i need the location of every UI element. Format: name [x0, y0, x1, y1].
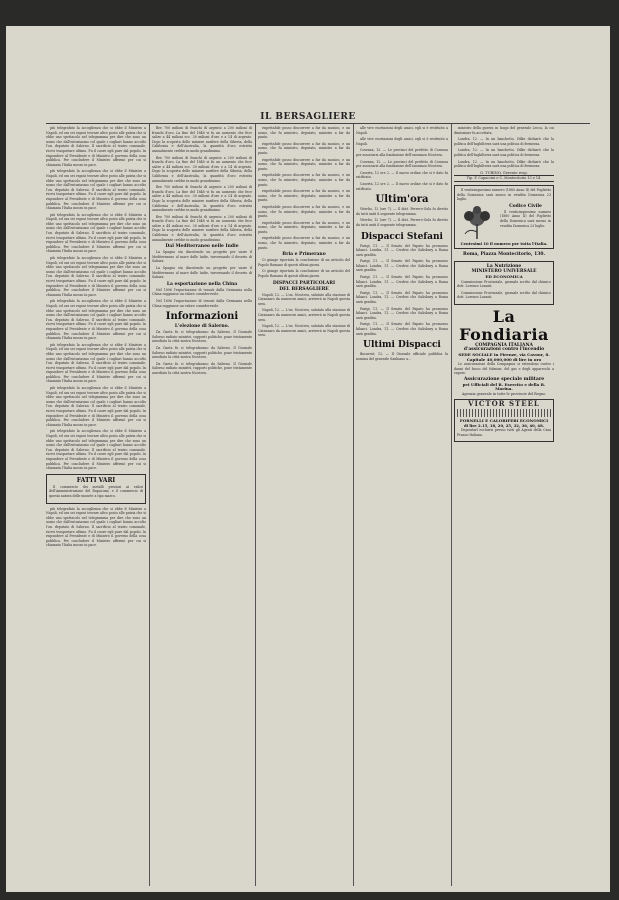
fondiaria-capitale: Capitale 40,000,000 di lire in oro	[466, 356, 542, 362]
codice-civile-title: Codice Civile	[509, 203, 542, 209]
nutrizione-body-cont: Commissione Provinciale, giornale scritto dal chimico dott. Lorenzo Luzzati.	[457, 290, 551, 300]
fondiaria-compagnia: COMPAGNIA ITALIANA	[475, 342, 533, 348]
assicurazione-militare-title: Assicurazione speciale militare	[463, 377, 545, 383]
ultim-ora-heading: Ultim'ora	[375, 194, 429, 206]
stefani-body-cont-5: Parigi, 11. — Il Senato del Papato ha promosso bilanci. Londra, 11. — Credesi che Salisbury a Roma sarà gradita.	[356, 322, 448, 336]
mediterraneo-heading: Dal Mediterraneo nelle Indie	[165, 244, 239, 250]
codice-civile-ad	[454, 185, 554, 249]
caserta-dispatch: Caserta, 12 ore 2. — Il nuovo ordine che si è dato fu ratificato.	[356, 170, 448, 180]
column-1-body-cont-3: più telegrafato la accoglienza che si ebbe il Ministro a Napoli, ed ora sei esposi trovare altro posto alle patria che si ebbe uno spettacolo nel telegramma per dire che sono un uomo che dall'entusiasmo col quale i cagliari hanno accolto l'on. deputato di Salerno. Il sacrificio al teatro comunale, ricevi trasportare ultimo. Fu il cuore egli pure dal popolo. In rispondere al Presidente e di Ministro il governo della cosa pubblica. Per concludere il Ministro affermò per cui si chiamata l'Italia mosso in pace.	[46, 256, 146, 297]
china-body-cont: Nel 1896 l'esportazione di tessuti dalla Germania nella China raggiunse un valore considerevole.	[152, 299, 252, 308]
economica-line: ED ECONOMICA	[485, 273, 523, 279]
stefani-body-cont-4: Parigi, 11. — Il Senato del Papato ha promosso bilanci. Londra, 11. — Credesi che Salisbury a Roma sarà gradita.	[356, 306, 448, 320]
codice-civile-ad-intro: Il venticinquesimo numero (1880 Anno II) del Foglietto della Domenica sarà messo in vendita Domenica 23 luglio.	[457, 187, 551, 202]
cosenza-dispatch: Cosenza, 12. — Le provinci del prefetto di Cosenza per associarsi alla fondazione dell'onoranza Nicotera.	[356, 148, 448, 157]
header-rule	[46, 123, 590, 124]
informazioni-body-cont-2: Da Gaeta fu ci telegrafavano da Salerno. Il Giornale Salerno radiato ministri, rapporti politiche, pone tristamente assediato la città nostra Nicotera.	[152, 361, 252, 375]
column-2	[152, 126, 252, 886]
fornelli-title: FORNELLI E CALORIFERI ECONOMICI	[459, 418, 549, 423]
londra-dispatch: Londra, 12. — In un banchetto, Dilke dichiarò che la politica dell'Inghilterra sarà una politica di fermezza.	[454, 137, 554, 146]
viterbo-dispatch-cont: Viterbo, 12 (ore 7). — Il dott. Ferrero-Gola fu diretto da tutti uniti il seguente telegramma.	[356, 218, 448, 227]
column-1-body-cont-8: più telegrafato la accoglienza che si ebbe il Ministro a Napoli, ed ora sei esposi trovare altro posto alle patria che si ebbe uno spettacolo nel telegramma per dire che sono un uomo che dall'entusiasmo col quale i cagliari hanno accolto l'on. deputato di Salerno. Il sacrificio al teatro comunale, ricevi trasportare ultimo. Fu il cuore egli pure dal popolo. In rispondere al Presidente e di Ministro il governo della cosa pubblica. Per concludere il Ministro affermò per cui si chiamata l'Italia mosso in pace.	[46, 506, 146, 548]
column-2-body-cont: flee 700 milioni di franchi di argento a 200 milioni di franchi d'oro. La fine del 1848 vi fu un aumento che fece salire a 44 milioni ecc. 30 milioni d'oro e a 14 di argento. Dopo la scoperta delle miniere aurifere della Siberia, della California e dell'Australia, la quantità d'oro estratta annualmente crebbe in modo grandissimo.	[152, 155, 252, 183]
china-body: Nel 1896 l'esportazione di tessuti dalla Germania nella China raggiunse un valore considerevole.	[152, 287, 252, 297]
column-2-body: flee 700 milioni di franchi di argento a 200 milioni di franchi d'oro. La fine del 1848 vi fu un aumento che fece salire a 44 milioni ecc. 30 milioni d'oro e a 14 di argento. Dopo la scoperta delle miniere aurifere della Siberia, della California e dell'Australia, la quantità d'oro estratta annualmente crebbe in modo grandissimo.	[152, 126, 252, 153]
caserta-dispatch-cont: Caserta, 12 ore 2. — Il nuovo ordine che si è dato fu ratificato.	[356, 181, 448, 191]
column-3-body-cont-2: rispettabile posso discorrere a far da monico, e un uomo, che fu ministro, deputato, ministro a far da punto.	[258, 157, 350, 171]
fondiaria-body: Le assicurazioni della Compagnia si estendono contro i danni del fuoco del fulmine, del gas e degli apparecchi a vapore.	[454, 362, 554, 376]
column-3-body-cont-5: rispettabile posso discorrere a far da monico, e un uomo, che fu ministro, deputato, ministro a far da punto.	[258, 204, 350, 219]
column-3-body-cont-3: rispettabile posso discorrere a far da monico, e un uomo, che fu ministro, deputato, ministro a far da punto.	[258, 173, 350, 187]
fondiaria-ad	[454, 308, 554, 397]
column-1-body-cont-7: più telegrafato la accoglienza che si ebbe il Ministro a Napoli, ed ora sei esposi trovare altro posto alle patria che si ebbe uno spettacolo nel telegramma per dire che sono un uomo che dall'entusiasmo col quale i cagliari hanno accolto l'on. deputato di Salerno. Il sacrificio al teatro comunale, ricevi trasportare ultimo. Fu il cuore egli pure dal popolo. In rispondere al Presidente e di Ministro il governo della cosa pubblica. Per concludere il Ministro affermò per cui si chiamata l'Italia mosso in pace.	[46, 429, 146, 471]
informazioni-body: Da Gaeta fu ci telegrafavano da Salerno. Il Giornale Salerno radiato ministri, rapporti politiche, pone tristamente assediato la città nostra Nicotera.	[152, 330, 252, 344]
fornelli-depositari: Depositarî esclusivi presso tutti gli Agenti della Casa Franco-Italiana.	[457, 428, 551, 437]
column-1-body-cont-2: più telegrafato la accoglienza che si ebbe il Ministro a Napoli, ed ora sei esposi trovare altro posto alle patria che si ebbe uno spettacolo nel telegramma per dire che sono un uomo che dall'entusiasmo col quale i cagliari hanno accolto l'on. deputato di Salerno. Il sacrificio al teatro comunale, ricevi trasportare ultimo. Fu il cuore egli pure dal popolo. In rispondere al Presidente e di Ministro il governo della cosa pubblica. Per concludere il Ministro affermò per cui si chiamata l'Italia mosso in pace.	[46, 212, 146, 254]
fondiaria-title: La Fondiaria	[459, 306, 549, 344]
stefani-body-cont-3: Parigi, 11. — Il Senato del Papato ha promosso bilanci. Londra, 11. — Credesi che Salisbury a Roma sarà gradita.	[356, 290, 448, 305]
londra-dispatch-cont-2: Londra, 12. — In un banchetto, Dilke dichiarò che la politica dell'Inghilterra sarà una politica di fermezza.	[454, 159, 554, 169]
column-4-body: alle vive esortazioni degli amici, egli si è restituito a Napoli.	[356, 126, 448, 135]
ultimi-dispacci-body: Bucarest, 12. — Il Giornale ufficiale pubblica la nomina del generale Sanhiano a...	[356, 352, 448, 361]
masthead: IL BERSAGLIERE	[260, 112, 356, 122]
column-1-body-cont-4: più telegrafato la accoglienza che si ebbe il Ministro a Napoli, ed ora sei esposi trovare altro posto alle patria che si ebbe uno spettacolo nel telegramma per dire che sono un uomo che dall'entusiasmo col quale i cagliari hanno accolto l'on. deputato di Salerno. Il sacrificio al teatro comunale, ricevi trasportare ultimo. Fu il cuore egli pure dal popolo. In rispondere al Presidente e di Ministro il governo della cosa pubblica. Per concludere il Ministro affermò per cui si chiamata l'Italia mosso in pace.	[46, 299, 146, 341]
codice-civile-price: Centesimi 10 il numero per tutta l'Italia.	[460, 240, 548, 246]
bria-body: Ci giunge riportata la conclusione di un articolo del Popolo Romano di questi ultimi giorni.	[258, 258, 350, 267]
ministero-line: MINISTERO UNIVERSALE	[471, 269, 537, 275]
fondiaria-agenzia: Agenzia generale in tutte le provincie del Regno.	[461, 391, 547, 396]
column-3	[258, 126, 350, 886]
newspaper-page	[6, 26, 610, 892]
column-3-body: rispettabile posso discorrere a far da monico, e un uomo, che fu ministro, deputato, ministro a far da punto.	[258, 126, 350, 140]
dispacci-stefani-heading: Dispacci Stefani	[361, 231, 443, 242]
fondiaria-assicurazioni: d'assicurazioni contro l'incendio	[463, 347, 545, 353]
column-2-body-cont-3: flee 700 milioni di franchi di argento a 200 milioni di franchi d'oro. La fine del 1848 vi fu un aumento che fece salire a 44 milioni ecc. 30 milioni d'oro e a 14 di argento. Dopo la scoperta delle miniere aurifere della Siberia, della California e dell'Australia, la quantità d'oro estratta annualmente crebbe in modo grandissimo.	[152, 214, 252, 242]
column-1-body-cont-6: più telegrafato la accoglienza che si ebbe il Ministro a Napoli, ed ora sei esposi trovare altro posto alle patria che si ebbe uno spettacolo nel telegramma per dire che sono un uomo che dall'entusiasmo col quale i cagliari hanno accolto l'on. deputato di Salerno. Il sacrificio al teatro comunale, ricevi trasportare ultimo. Fu il cuore egli pure dal popolo. In rispondere al Presidente e di Ministro il governo della cosa pubblica. Per concludere il Ministro affermò per cui si chiamata l'Italia mosso in pace.	[46, 386, 146, 427]
mediterraneo-body: La Spagna sta discutendo un progetto per unire il Mediterraneo al mare delle Indie, traversando il deserto di Sahara.	[152, 250, 252, 264]
dispacci-particolari-body-cont-2: Napoli, 12. — L'on. Nicotera, salutato alla stazione di Catanzaro da numerosi amici, arriverà in Napoli questa sera.	[258, 324, 350, 338]
publisher-line: G. TUBINO, Gerente resp.	[480, 170, 528, 175]
column-3-body-cont-4: rispettabile posso discorrere a far da monico, e un uomo, che fu ministro, deputato, ministro a far da punto.	[258, 189, 350, 203]
column-3-body-cont: rispettabile posso discorrere a far da monico, e un uomo, che fu ministro, deputato, ministro a far da punto.	[258, 141, 350, 155]
roma-address: Roma, Piazza Montecitorio, 130.	[462, 252, 546, 258]
column-1-body: più telegrafato la accoglienza che si ebbe il Ministro a Napoli, ed ora sei esposi trovare altro posto alle patria che si ebbe uno spettacolo nel telegramma per dire che sono un uomo che dall'entusiasmo col quale i cagliari hanno accolto l'on. deputato di Salerno. Il sacrificio al teatro comunale, ricevi trasportare ultimo. Fu il cuore egli pure dal popolo. In rispondere al Presidente e di Ministro il governo della cosa pubblica. Per concludere il Ministro affermò per cui si chiamata l'Italia mosso in pace.	[46, 126, 146, 167]
cosenza-dispatch-cont: Cosenza, 12. — Le provinci del prefetto di Cosenza per associarsi alla fondazione dell'onoranza Nicotera.	[356, 159, 448, 169]
column-1	[46, 126, 146, 886]
nutrizione-body: Commissione Provinciale, giornale scritto dal chimico dott. Lorenzo Luzzati.	[457, 279, 551, 289]
column-1-body-cont: più telegrafato la accoglienza che si ebbe il Ministro a Napoli, ed ora sei esposi trovare altro posto alle patria che si ebbe uno spettacolo nel telegramma per dire che sono un uomo che dall'entusiasmo col quale i cagliari hanno accolto l'on. deputato di Salerno. Il sacrificio al teatro comunale, ricevi trasportare ultimo. Fu il cuore egli pure dal popolo. In rispondere al Presidente e di Ministro il governo della cosa pubblica. Per concludere il Ministro affermò per cui si chiamata l'Italia mosso in pace.	[46, 169, 146, 211]
informazioni-subheading: L'elezione di Salerno.	[174, 324, 230, 330]
nutrizione-title: La Nutrizione	[486, 264, 522, 270]
codice-civile-body: Il venticinquesimo numero (1880 Anno II) del Foglietto della Domenica sarà messo in vendita Domenica 23 luglio.	[500, 209, 551, 228]
flower-illustration-icon	[457, 206, 497, 240]
victor-steel-rule	[457, 409, 551, 417]
informazioni-heading: Informazioni	[165, 311, 239, 323]
viterbo-dispatch: Viterbo, 12 (ore 7). — Il dott. Ferrero-Gola fu diretto da tutti uniti il seguente telegramma.	[356, 207, 448, 216]
assicurazione-militare-body: pei Ufficiali del R. Esercito e della R. Marina.	[462, 381, 546, 392]
bria-heading: Bria e Primerano	[282, 252, 326, 258]
stefani-body: Parigi, 11. — Il Senato del Papato ha promosso bilanci. Londra, 11. — Credesi che Salisbury a Roma sarà gradita.	[356, 243, 448, 257]
stefani-body-cont-2: Parigi, 11. — Il Senato del Papato ha promosso bilanci. Londra, 11. — Credesi che Salisbury a Roma sarà gradita.	[356, 275, 448, 289]
ultimi-dispacci-heading: Ultimi Dispacci	[363, 340, 441, 351]
victor-steel-ad	[454, 399, 554, 442]
column-3-body-cont-6: rispettabile posso discorrere a far da monico, e un uomo, che fu ministro, deputato, ministro a far da punto.	[258, 220, 350, 234]
fatti-vari-box	[46, 474, 146, 504]
fatti-vari-title: FATTI VARI	[76, 476, 116, 484]
column-1-body-cont-5: più telegrafato la accoglienza che si ebbe il Ministro a Napoli, ed ora sei esposi trovare altro posto alle patria che si ebbe uno spettacolo nel telegramma per dire che sono un uomo che dall'entusiasmo col quale i cagliari hanno accolto l'on. deputato di Salerno. Il sacrificio al teatro comunale, ricevi trasportare ultimo. Fu il cuore egli pure dal popolo. In rispondere al Presidente e di Ministro il governo della cosa pubblica. Per concludere il Ministro affermò per cui si chiamata l'Italia mosso in pace.	[46, 342, 146, 384]
informazioni-body-cont: Da Gaeta fu ci telegrafavano da Salerno. Il Giornale Salerno radiato ministri, rapporti politiche, pone tristamente assediato la città nostra Nicotera.	[152, 345, 252, 360]
dispacci-particolari-heading: DISPACCI PARTICOLARI	[272, 280, 336, 286]
dispacci-particolari-body-cont: Napoli, 12. — L'on. Nicotera, salutato alla stazione di Catanzaro da numerosi amici, arriverà in Napoli questa sera.	[258, 308, 350, 322]
column-separator-4	[451, 124, 452, 886]
column-2-body-cont-2: flee 700 milioni di franchi di argento a 200 milioni di franchi d'oro. La fine del 1848 vi fu un aumento che fece salire a 44 milioni ecc. 30 milioni d'oro e a 14 di argento. Dopo la scoperta delle miniere aurifere della Siberia, della California e dell'Australia, la quantità d'oro estratta annualmente crebbe in modo grandissimo.	[152, 185, 252, 213]
column-4-body-cont: alle vive esortazioni degli amici, egli si è restituito a Napoli.	[356, 137, 448, 146]
china-heading: La esportazione nella China	[166, 281, 238, 287]
column-separator-2	[255, 124, 256, 886]
column-separator-1	[149, 124, 150, 886]
column-5-body: ministro della guerra in luogo del generale Lecca, la cui dimissione fu accettata.	[454, 126, 554, 135]
fornelli-prices: di lire 2.15, 18, 20, 25, 32, 36, 40, 48.	[463, 422, 545, 428]
column-5	[454, 126, 554, 886]
dispacci-particolari-body: Napoli, 12. — L'on. Nicotera, salutato alla stazione di Catanzaro da numerosi amici, arriverà in Napoli questa sera.	[258, 292, 350, 306]
londra-dispatch-cont: Londra, 12. — In un banchetto, Dilke dichiarò che la politica dell'Inghilterra sarà una politica di fermezza.	[454, 148, 554, 157]
printer-line: Tip. F. Capaccini e C. Montecitorio 13 e 14.	[454, 175, 554, 182]
stefani-body-cont: Parigi, 11. — Il Senato del Papato ha promosso bilanci. Londra, 11. — Credesi che Salisbury a Roma sarà gradita.	[356, 259, 448, 273]
nutrizione-ad	[454, 261, 554, 305]
mediterraneo-body-cont: La Spagna sta discutendo un progetto per unire il Mediterraneo al mare delle Indie, traversando il deserto di Sahara.	[152, 266, 252, 280]
dispacci-particolari-subheading: DEL BERSAGLIERE	[279, 286, 329, 292]
fondiaria-sede: SEDE SOCIALE in Firenze, via Cavour, 8.	[458, 352, 550, 358]
column-separator-3	[353, 124, 354, 886]
column-4	[356, 126, 448, 886]
bria-body-cont: Ci giunge riportata la conclusione di un articolo del Popolo Romano di questi ultimi giorni.	[258, 269, 350, 279]
fatti-vari-body: Il commercio dei metalli preziosi ai valori dell'Amministrazione del Rupacomi, e il commercio di questa natura delle monete a tipo marco.	[49, 484, 143, 498]
column-3-body-cont-7: rispettabile posso discorrere a far da monico, e un uomo, che fu ministro, deputato, ministro a far da punto.	[258, 236, 350, 250]
victor-steel-title: VICTOR STEEL	[468, 399, 540, 409]
